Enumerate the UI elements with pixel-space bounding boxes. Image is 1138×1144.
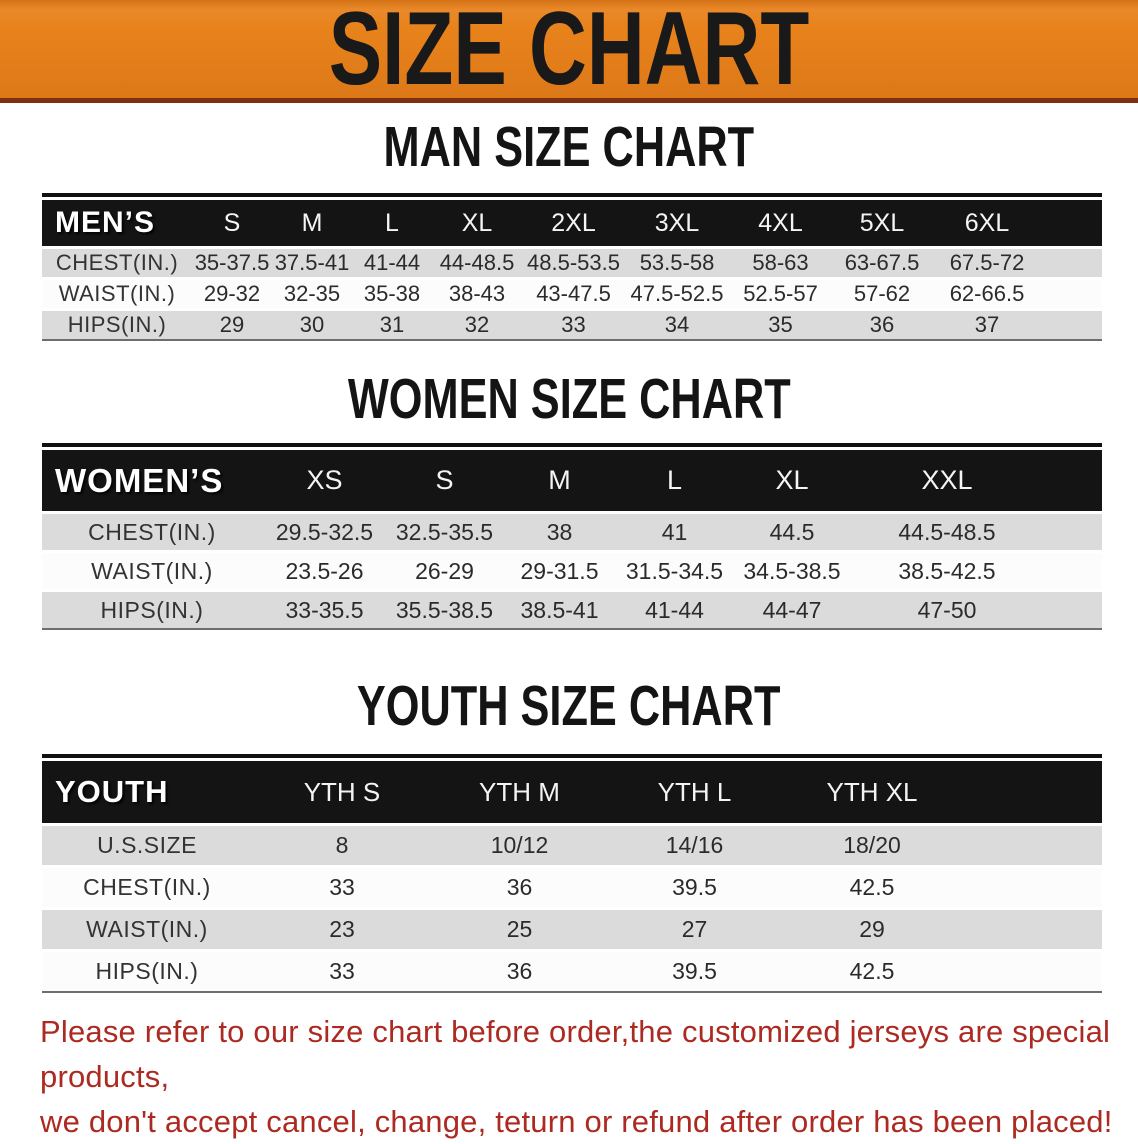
size-value-cell: 44-47	[732, 589, 852, 628]
size-column-header: 2XL	[522, 200, 625, 246]
size-column-header: 5XL	[832, 200, 932, 246]
size-header-row	[42, 450, 1102, 511]
disclaimer-line-2: we don't accept cancel, change, teturn or refund after order has been placed!	[40, 1104, 1113, 1139]
row-label: WAIST(IN.)	[42, 550, 262, 589]
size-column-header: S	[387, 450, 502, 511]
section-heading	[0, 367, 1138, 431]
size-value-cell: 41-44	[617, 589, 732, 628]
size-value-cell: 29.5-32.5	[262, 511, 387, 550]
size-value-cell: 27	[607, 907, 782, 949]
size-value-cell: 33	[522, 308, 625, 339]
size-column-header: YTH XL	[782, 761, 962, 823]
size-value-cell: 67.5-72	[932, 246, 1042, 277]
size-value-cell: 32-35	[272, 277, 352, 308]
disclaimer-line-1: Please refer to our size chart before order,the customized jerseys are special products,	[40, 1014, 1111, 1094]
size-table-wrap	[42, 754, 1102, 993]
size-value-cell: 47-50	[852, 589, 1042, 628]
size-value-cell: 38.5-41	[502, 589, 617, 628]
row-label: CHEST(IN.)	[42, 246, 192, 277]
size-value-cell: 35-37.5	[192, 246, 272, 277]
measurement-row	[42, 589, 1102, 628]
size-table-wrap	[42, 193, 1102, 341]
size-value-cell: 23	[252, 907, 432, 949]
size-value-cell: 33	[252, 949, 432, 991]
size-value-cell: 32	[432, 308, 522, 339]
row-label: WAIST(IN.)	[42, 907, 252, 949]
size-header-row	[42, 200, 1102, 246]
size-value-cell: 25	[432, 907, 607, 949]
size-value-cell: 29-32	[192, 277, 272, 308]
size-value-cell: 29	[782, 907, 962, 949]
row-label: U.S.SIZE	[42, 823, 252, 865]
size-value-cell: 39.5	[607, 865, 782, 907]
table-header-label: YOUTH	[42, 761, 252, 823]
size-value-cell: 36	[432, 949, 607, 991]
size-value-cell: 37	[932, 308, 1042, 339]
table-header-label: MEN’S	[42, 200, 192, 246]
size-value-cell: 58-63	[729, 246, 832, 277]
size-table	[42, 450, 1102, 628]
size-table	[42, 200, 1102, 339]
size-column-header: L	[352, 200, 432, 246]
size-value-cell: 39.5	[607, 949, 782, 991]
section-heading-text: WOMEN SIZE CHART	[347, 367, 791, 431]
section-heading	[0, 674, 1138, 738]
size-value-cell: 36	[432, 865, 607, 907]
size-value-cell: 41	[617, 511, 732, 550]
size-column-header: S	[192, 200, 272, 246]
section-heading-text: MAN SIZE CHART	[383, 115, 755, 179]
row-label: HIPS(IN.)	[42, 308, 192, 339]
size-value-cell: 52.5-57	[729, 277, 832, 308]
size-value-cell: 33	[252, 865, 432, 907]
filler-cell	[962, 907, 1102, 949]
filler-cell	[1042, 308, 1102, 339]
size-column-header: XS	[262, 450, 387, 511]
row-label: HIPS(IN.)	[42, 949, 252, 991]
size-value-cell: 38.5-42.5	[852, 550, 1042, 589]
measurement-row	[42, 550, 1102, 589]
size-column-header: M	[502, 450, 617, 511]
filler-cell	[1042, 200, 1102, 246]
row-label: CHEST(IN.)	[42, 511, 262, 550]
size-chart-sections	[0, 115, 1138, 993]
size-value-cell: 31	[352, 308, 432, 339]
measurement-row	[42, 949, 1102, 991]
size-column-header: 3XL	[625, 200, 729, 246]
filler-cell	[962, 761, 1102, 823]
size-value-cell: 44.5	[732, 511, 852, 550]
measurement-row	[42, 511, 1102, 550]
size-value-cell: 23.5-26	[262, 550, 387, 589]
size-table-wrap	[42, 443, 1102, 630]
size-column-header: YTH M	[432, 761, 607, 823]
size-value-cell: 37.5-41	[272, 246, 352, 277]
size-header-row	[42, 761, 1102, 823]
size-value-cell: 44-48.5	[432, 246, 522, 277]
size-value-cell: 38-43	[432, 277, 522, 308]
size-column-header: 6XL	[932, 200, 1042, 246]
row-label: HIPS(IN.)	[42, 589, 262, 628]
size-value-cell: 35.5-38.5	[387, 589, 502, 628]
size-value-cell: 53.5-58	[625, 246, 729, 277]
filler-cell	[962, 865, 1102, 907]
filler-cell	[1042, 550, 1102, 589]
size-value-cell: 36	[832, 308, 932, 339]
filler-cell	[1042, 277, 1102, 308]
section-heading	[0, 115, 1138, 179]
size-column-header: 4XL	[729, 200, 832, 246]
size-value-cell: 43-47.5	[522, 277, 625, 308]
size-value-cell: 14/16	[607, 823, 782, 865]
measurement-row	[42, 246, 1102, 277]
size-value-cell: 63-67.5	[832, 246, 932, 277]
table-header-label: WOMEN’S	[42, 450, 262, 511]
filler-cell	[962, 823, 1102, 865]
size-value-cell: 34	[625, 308, 729, 339]
disclaimer	[40, 1009, 1118, 1144]
size-value-cell: 18/20	[782, 823, 962, 865]
size-value-cell: 35	[729, 308, 832, 339]
size-table	[42, 761, 1102, 991]
size-value-cell: 30	[272, 308, 352, 339]
size-value-cell: 57-62	[832, 277, 932, 308]
size-value-cell: 41-44	[352, 246, 432, 277]
size-value-cell: 44.5-48.5	[852, 511, 1042, 550]
measurement-row	[42, 823, 1102, 865]
filler-cell	[1042, 246, 1102, 277]
size-value-cell: 29	[192, 308, 272, 339]
size-column-header: YTH S	[252, 761, 432, 823]
row-label: WAIST(IN.)	[42, 277, 192, 308]
measurement-row	[42, 865, 1102, 907]
size-value-cell: 31.5-34.5	[617, 550, 732, 589]
size-column-header: L	[617, 450, 732, 511]
size-column-header: XL	[732, 450, 852, 511]
filler-cell	[1042, 450, 1102, 511]
size-value-cell: 42.5	[782, 865, 962, 907]
size-column-header: XL	[432, 200, 522, 246]
size-value-cell: 8	[252, 823, 432, 865]
filler-cell	[1042, 589, 1102, 628]
row-label: CHEST(IN.)	[42, 865, 252, 907]
size-chart-banner	[0, 0, 1138, 107]
size-value-cell: 32.5-35.5	[387, 511, 502, 550]
size-value-cell: 29-31.5	[502, 550, 617, 589]
size-column-header: YTH L	[607, 761, 782, 823]
size-value-cell: 42.5	[782, 949, 962, 991]
size-value-cell: 34.5-38.5	[732, 550, 852, 589]
measurement-row	[42, 277, 1102, 308]
measurement-row	[42, 308, 1102, 339]
size-value-cell: 62-66.5	[932, 277, 1042, 308]
size-value-cell: 33-35.5	[262, 589, 387, 628]
size-value-cell: 47.5-52.5	[625, 277, 729, 308]
size-value-cell: 26-29	[387, 550, 502, 589]
filler-cell	[962, 949, 1102, 991]
size-value-cell: 35-38	[352, 277, 432, 308]
size-column-header: XXL	[852, 450, 1042, 511]
banner-title: SIZE CHART	[328, 0, 810, 107]
size-value-cell: 10/12	[432, 823, 607, 865]
size-value-cell: 38	[502, 511, 617, 550]
measurement-row	[42, 907, 1102, 949]
size-column-header: M	[272, 200, 352, 246]
size-value-cell: 48.5-53.5	[522, 246, 625, 277]
filler-cell	[1042, 511, 1102, 550]
section-heading-text: YOUTH SIZE CHART	[357, 674, 781, 738]
